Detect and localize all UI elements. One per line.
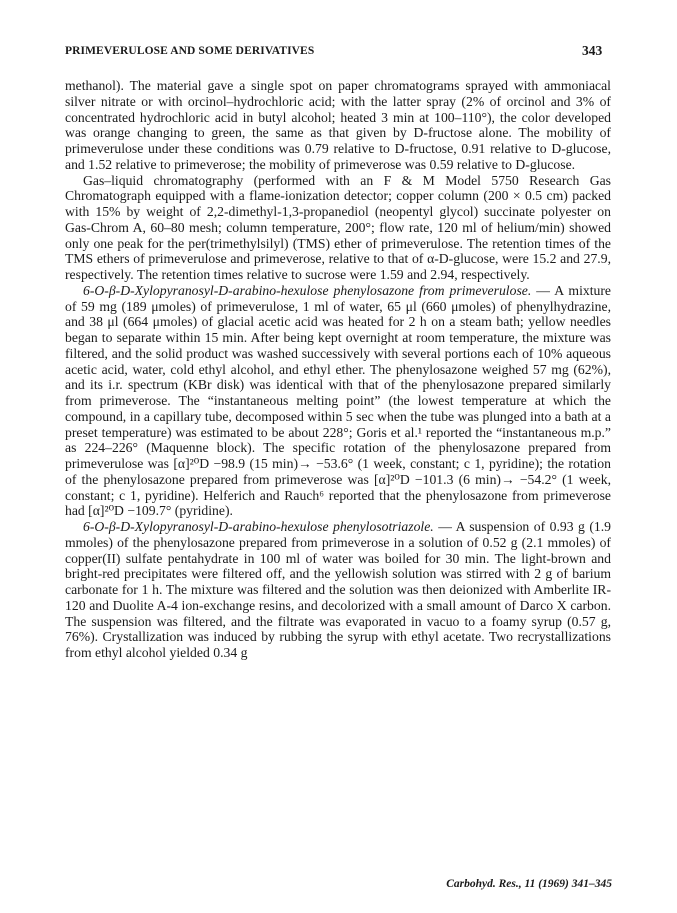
- running-title: PRIMEVERULOSE AND SOME DERIVATIVES: [65, 45, 315, 57]
- section-heading-phenylosotriazole: 6-O-β-D-Xylopyranosyl-D-arabino-hexulose phenylosotriazole.: [83, 519, 434, 534]
- page-number: 343: [582, 43, 603, 58]
- article-body: [65, 78, 611, 661]
- paragraph-gas-liquid-chromatography: Gas–liquid chromatography (performed with an F & M Model 5750 Research Gas Chromatograph equipped with a flame-ionization detector; copper column (200 × 0.5 cm) packed with 15% by weight of 2,2-dimethyl-1,3-propanediol (neopentyl glycol) succinate polyester on Gas-Chrom A, 60–80 mesh; column temperature, 200°; flow rate, 120 ml of helium/min) showed only one peak for the per(trimethylsilyl) (TMS) ether of primeverulose. The retention times of the TMS ethers of primeverulose and primeverose, relative to that of α-D-glucose, were 15.2 and 27.9, respectively. The retention times relative to sucrose were 1.59 and 2.94, respectively.: [65, 172, 611, 282]
- paragraph-chromatography-paper: methanol). The material gave a single spot on paper chromatograms sprayed with ammoniacal silver nitrate or with orcinol–hydrochloric acid; with the latter spray (2% of orcinol and 3% of concentrated hydrochloric acid in butyl alcohol; heated 3 min at 100–110°), the color developed was orange changing to green, the same as that given by D-fructose alone. The mobility of primeverulose under these conditions was 0.79 relative to D-fructose, 0.91 relative to D-glucose, and 1.52 relative to primeverose; the mobility of primeverose was 0.59 relative to D-glucose.: [65, 78, 611, 172]
- paragraph-phenylosotriazole: [65, 519, 611, 661]
- journal-citation: Carbohyd. Res., 11 (1969) 341–345: [446, 878, 612, 890]
- paragraph-phenylosazone: [65, 283, 611, 519]
- paragraph-phenylosotriazole-text: — A suspension of 0.93 g (1.9 mmoles) of the phenylosazone prepared from primeverose in a solution of 0.52 g (2.1 mmoles) of copper(II) sulfate pentahydrate in 100 ml of water was boiled for 30 min. The light-brown and bright-red precipitates were filtered off, and the yellowish solution was stirred with 2 g of barium carbonate for 1 h. The mixture was filtered and the solution was then deionized with Amberlite IR-120 and Duolite A-4 ion-exchange resins, and decolorized with a small amount of Darco X carbon. The suspension was filtered, and the filtrate was evaporated in vacuo to a foamy syrup (0.57 g, 76%). Crystallization was induced by rubbing the syrup with ethyl acetate. Two recrystallizations from ethyl alcohol yielded 0.34 g: [65, 519, 611, 660]
- paragraph-phenylosazone-text: — A mixture of 59 mg (189 μmoles) of primeverulose, 1 ml of water, 65 μl (660 μmoles) of phenylhydrazine, and 38 μl (664 μmoles) of glacial acetic acid was heated for 2 h on a steam bath; yellow needles began to separate within 15 min. After being kept overnight at room temperature, the mixture was filtered, and the solid product was washed successively with several portions each of 10% aqueous acetic acid, water, cold ethyl alcohol, and ethyl ether. The phenylosazone weighed 57 mg (62%), and its i.r. spectrum (KBr disk) was identical with that of the phenylosazone prepared similarly from primeverose. The “instantaneous melting point” (the lowest temperature at which the compound, in a capillary tube, decomposed within 5 sec when the tube was plunged into a bath at a preset temperature) was estimated to be about 228°; Goris et al.¹ reported the “instantaneous m.p.” as 224–226° (Maquenne block). The specific rotation of the phenylosazone prepared from primeverulose was [α]²⁰D −98.9 (15 min)→ −53.6° (1 week, constant; c 1, pyridine); the rotation of the phenylosazone prepared from primeverose was [α]²⁰D −101.3 (6 min)→ −54.2° (1 week, constant; c 1, pyridine). Helferich and Rauch⁶ reported that the phenylosazone from primeverose had [α]²⁰D −109.7° (pyridine).: [65, 282, 612, 519]
- section-heading-phenylosazone: 6-O-β-D-Xylopyranosyl-D-arabino-hexulose phenylosazone from primeverulose.: [83, 282, 532, 298]
